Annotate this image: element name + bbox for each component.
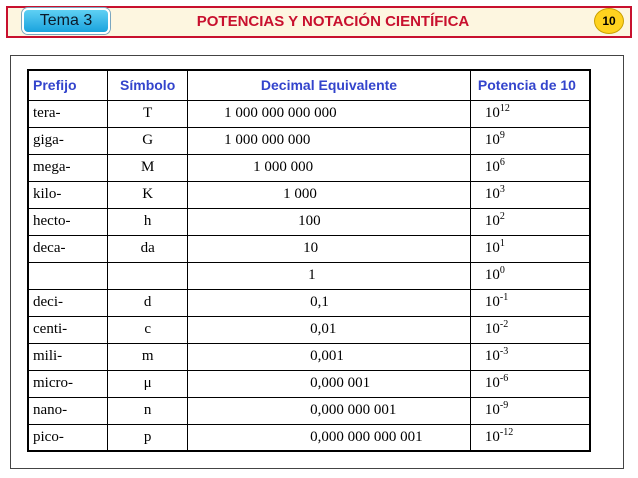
- power-base: 10: [484, 105, 500, 121]
- table-body: [28, 100, 590, 451]
- power-exponent: 0: [499, 265, 505, 276]
- cell-simbolo: K: [108, 181, 188, 208]
- cell-simbolo: h: [108, 208, 188, 235]
- table-row: [28, 154, 590, 181]
- tema-badge: Tema 3: [22, 8, 110, 34]
- table-row: [28, 424, 590, 451]
- column-header-potencia: Potencia de 10: [470, 70, 590, 100]
- decimal-value: 0,001: [310, 348, 344, 364]
- cell-decimal: [188, 181, 471, 208]
- power-base: 10: [484, 159, 500, 175]
- cell-potencia: [470, 235, 590, 262]
- cell-decimal: [188, 424, 471, 451]
- power-exponent: 1: [499, 238, 505, 249]
- table-row: [28, 397, 590, 424]
- power-base: 10: [484, 267, 500, 283]
- table-header-row: [28, 70, 590, 100]
- power-base: 10: [484, 213, 500, 229]
- power-exponent: -9: [499, 400, 509, 411]
- power-base: 10: [484, 321, 500, 337]
- column-header-prefijo: Prefijo: [28, 70, 108, 100]
- cell-decimal: [188, 100, 471, 127]
- decimal-value: 0,1: [310, 294, 329, 310]
- cell-decimal: [188, 343, 471, 370]
- cell-simbolo: μ: [108, 370, 188, 397]
- cell-decimal: [188, 154, 471, 181]
- power-base: 10: [484, 348, 500, 364]
- power-base: 10: [484, 402, 500, 418]
- cell-potencia: [470, 181, 590, 208]
- cell-prefijo: mili-: [28, 343, 108, 370]
- power-exponent: 3: [499, 184, 505, 195]
- decimal-value: 10: [303, 240, 319, 256]
- table-row: [28, 235, 590, 262]
- cell-decimal: [188, 262, 471, 289]
- page-number-badge: 10: [594, 8, 624, 34]
- cell-decimal: [188, 397, 471, 424]
- decimal-value: 1 000: [283, 186, 317, 202]
- cell-simbolo: da: [108, 235, 188, 262]
- power-base: 10: [484, 375, 500, 391]
- decimal-value: 100: [298, 213, 321, 229]
- cell-simbolo: c: [108, 316, 188, 343]
- decimal-value: 0,01: [310, 321, 337, 337]
- power-exponent: 2: [499, 211, 505, 222]
- cell-potencia: [470, 370, 590, 397]
- column-header-simbolo: Símbolo: [108, 70, 188, 100]
- cell-simbolo: M: [108, 154, 188, 181]
- cell-simbolo: d: [108, 289, 188, 316]
- cell-simbolo: p: [108, 424, 188, 451]
- cell-prefijo: deci-: [28, 289, 108, 316]
- cell-potencia: [470, 154, 590, 181]
- table-row: [28, 100, 590, 127]
- decimal-value: 0,000 000 001: [310, 402, 397, 418]
- table-row: [28, 208, 590, 235]
- cell-prefijo: pico-: [28, 424, 108, 451]
- cell-prefijo: centi-: [28, 316, 108, 343]
- power-base: 10: [484, 294, 500, 310]
- cell-prefijo: hecto-: [28, 208, 108, 235]
- cell-simbolo: G: [108, 127, 188, 154]
- cell-potencia: [470, 343, 590, 370]
- cell-simbolo: [108, 262, 188, 289]
- cell-potencia: [470, 316, 590, 343]
- cell-prefijo: nano-: [28, 397, 108, 424]
- cell-potencia: [470, 424, 590, 451]
- cell-prefijo: giga-: [28, 127, 108, 154]
- cell-potencia: [470, 289, 590, 316]
- cell-decimal: [188, 208, 471, 235]
- cell-prefijo: micro-: [28, 370, 108, 397]
- power-exponent: 6: [499, 157, 505, 168]
- cell-potencia: [470, 397, 590, 424]
- cell-prefijo: kilo-: [28, 181, 108, 208]
- power-base: 10: [484, 428, 500, 445]
- table-row: [28, 370, 590, 397]
- column-header-decimal: Decimal Equivalente: [188, 70, 471, 100]
- cell-prefijo: mega-: [28, 154, 108, 181]
- cell-simbolo: T: [108, 100, 188, 127]
- cell-prefijo: tera-: [28, 100, 108, 127]
- cell-potencia: [470, 208, 590, 235]
- power-base: 10: [484, 186, 500, 202]
- cell-decimal: [188, 127, 471, 154]
- decimal-value: 1 000 000: [253, 159, 314, 175]
- table-row: [28, 127, 590, 154]
- decimal-value: 1 000 000 000: [224, 132, 311, 148]
- cell-potencia: [470, 100, 590, 127]
- cell-potencia: [470, 262, 590, 289]
- power-base: 10: [484, 132, 500, 148]
- cell-decimal: [188, 289, 471, 316]
- table-row: [28, 343, 590, 370]
- cell-prefijo: deca-: [28, 235, 108, 262]
- table-row: [28, 262, 590, 289]
- decimal-value: 1: [308, 267, 316, 283]
- table-row: [28, 316, 590, 343]
- cell-decimal: [188, 370, 471, 397]
- power-exponent: 9: [499, 130, 505, 141]
- decimal-value: 1 000 000 000 000: [224, 105, 337, 121]
- power-exponent: -2: [499, 319, 509, 330]
- table-row: [28, 181, 590, 208]
- cell-decimal: [188, 316, 471, 343]
- decimal-value: 0,000 001: [310, 375, 371, 391]
- cell-potencia: [470, 127, 590, 154]
- cell-decimal: [188, 235, 471, 262]
- table-row: [28, 289, 590, 316]
- prefix-table: [27, 69, 591, 452]
- power-base: 10: [484, 240, 500, 256]
- power-exponent: 12: [499, 103, 510, 114]
- page-title: POTENCIAS Y NOTACIÓN CIENTÍFICA: [196, 13, 470, 30]
- power-exponent: -1: [499, 292, 509, 303]
- power-exponent: -12: [499, 426, 514, 438]
- decimal-value: 0,000 000 000 001: [310, 428, 423, 445]
- power-exponent: -6: [499, 373, 509, 384]
- cell-simbolo: n: [108, 397, 188, 424]
- power-exponent: -3: [499, 346, 509, 357]
- cell-simbolo: m: [108, 343, 188, 370]
- cell-prefijo: [28, 262, 108, 289]
